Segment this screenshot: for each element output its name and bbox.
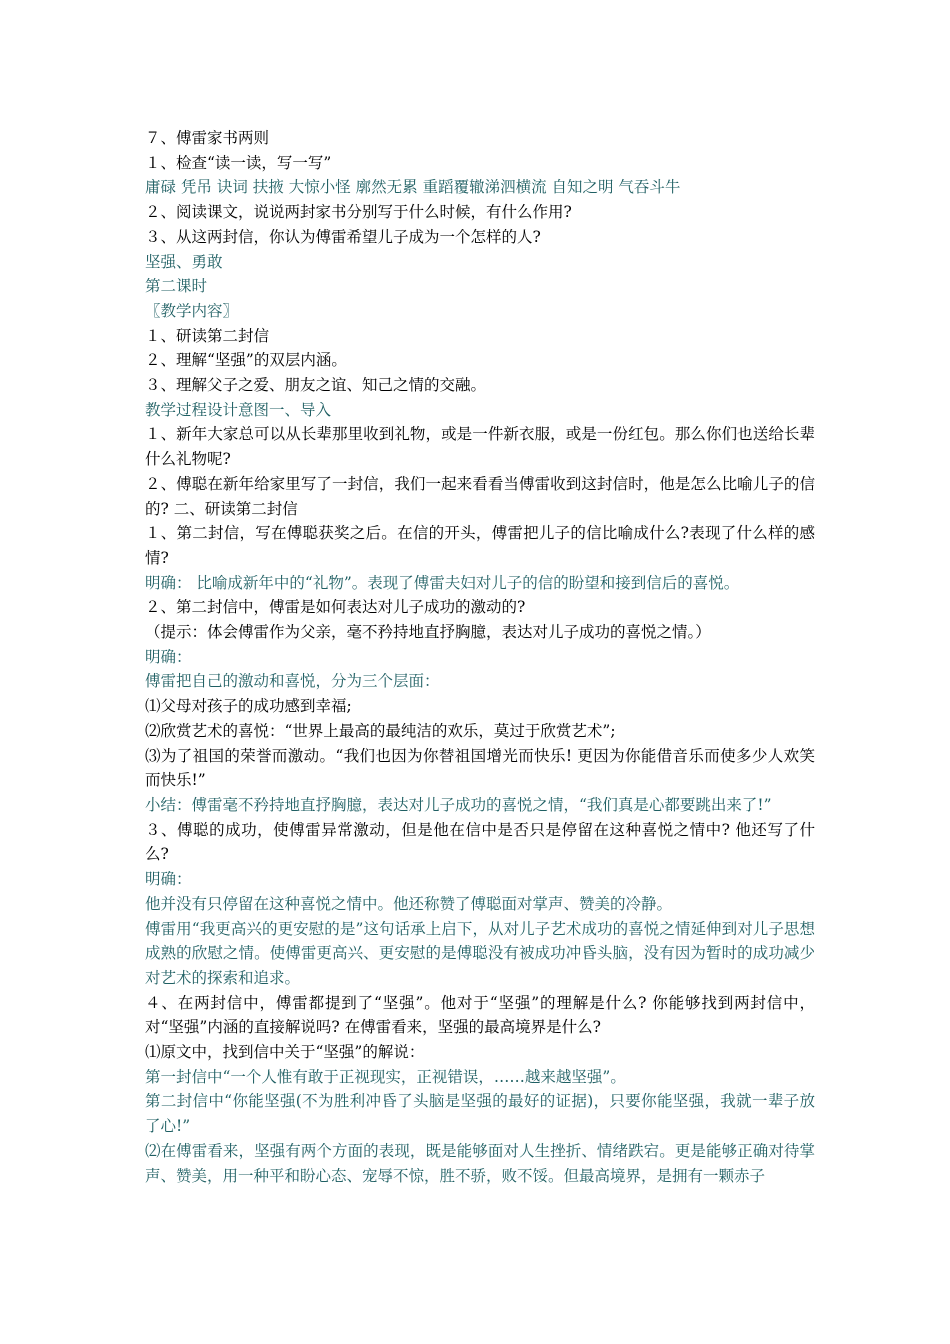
text-line: 教学过程设计意图一、导入 [145,400,332,419]
text-line: ２、傅聪在新年给家里写了一封信，我们一起来看看当傅雷收到这封信时，他是怎么比喻儿子的信的? 二、研读第二封信 [145,474,815,518]
text-line: ４、在两封信中，傅雷都提到了“坚强”。他对于“坚强”的理解是什么? 你能够找到两封信中，对“坚强”内涵的直接解说吗? 在傅雷看来，坚强的最高境界是什么? [145,993,815,1037]
text-line: 明确： 比喻成新年中的“礼物”。表现了傅雷夫妇对儿子的信的盼望和接到信后的喜悦。 [145,573,740,592]
text-line: 傅雷用“我更高兴的更安慰的是”这句话承上启下，从对儿子艺术成功的喜悦之情延伸到对儿子思想成熟的欣慰之情。使傅雷更高兴、更安慰的是傅聪没有被成功冲昏头脑，没有因为暂时的成功减少对艺术的探索和追求。 [145,919,815,987]
text-line: 第二课时 [145,277,208,296]
text-line: ⑶为了祖国的荣誉而激动。“我们也因为你替祖国增光而快乐! 更因为你能借音乐而使多少人欢笑而快乐!” [145,746,815,790]
text-line: 第二封信中“你能坚强(不为胜利冲昏了头脑是坚强的最好的证据)，只要你能坚强，我就一辈子放了心!” [145,1092,815,1136]
document-body [145,126,815,1188]
text-line: 庸碌 凭吊 诀词 扶掖 大惊小怪 廓然无累 重蹈覆辙涕泗横流 自知之明 气吞斗牛 [145,178,681,197]
text-line: ３、傅聪的成功，使傅雷异常激动，但是他在信中是否只是停留在这种喜悦之情中? 他还写了什么? [145,820,815,864]
text-line: ３、理解父子之爱、朋友之谊、知己之情的交融。 [145,376,487,395]
text-line: 傅雷把自己的激动和喜悦，分为三个层面： [145,672,440,691]
text-line: 〖教学内容〗 [145,301,239,320]
text-line: １、第二封信，写在傅聪获奖之后。在信的开头，傅雷把儿子的信比喻成什么?表现了什么样的感情? [145,524,815,567]
text-line: ２、阅读课文，说说两封家书分别写于什么时候，有什么作用? [145,203,572,222]
text-line: 第一封信中“一个人惟有敢于正视现实，正视错误，……越来越坚强”。 [145,1067,626,1086]
text-line: ⑵在傅雷看来，坚强有两个方面的表现，既是能够面对人生挫折、情绪跌宕。更是能够正确对待掌声、赞美，用一种平和盼心态、宠辱不惊，胜不骄，败不馁。但最高境界，是拥有一颗赤子 [145,1141,815,1185]
text-line: 坚强、勇敢 [145,252,223,271]
text-line: １、检查“读一读，写一写” [145,153,332,172]
text-line: 明确： [145,870,192,889]
text-line: 明确： [145,647,192,666]
text-line: ２、理解“坚强”的双层内涵。 [145,351,347,370]
text-line: 他并没有只停留在这种喜悦之情中。他还称赞了傅聪面对掌声、赞美的冷静。 [145,894,673,913]
text-line: 小结：傅雷毫不矜持地直抒胸臆，表达对儿子成功的喜悦之情，“我们真是心都要跳出来了!” [145,795,772,814]
text-line: （提示：体会傅雷作为父亲，毫不矜持地直抒胸臆，表达对儿子成功的喜悦之情。） [145,623,711,642]
text-line: ⑵欣赏艺术的喜悦：“世界上最高的最纯洁的欢乐，莫过于欣赏艺术”; [145,721,616,740]
text-line: ⑴父母对孩子的成功感到幸福; [145,697,352,716]
text-line: １、研读第二封信 [145,326,270,345]
text-line: ３、从这两封信，你认为傅雷希望儿子成为一个怎样的人? [145,227,541,246]
text-line: ７、傅雷家书两则 [145,129,270,147]
text-line: ⑴原文中，找到信中关于“坚强”的解说： [145,1043,425,1062]
text-line: ２、第二封信中，傅雷是如何表达对儿子成功的激动的? [145,598,526,617]
text-line: １、新年大家总可以从长辈那里收到礼物，或是一件新衣服，或是一份红包。那么你们也送给长辈什么礼物呢? [145,425,815,469]
